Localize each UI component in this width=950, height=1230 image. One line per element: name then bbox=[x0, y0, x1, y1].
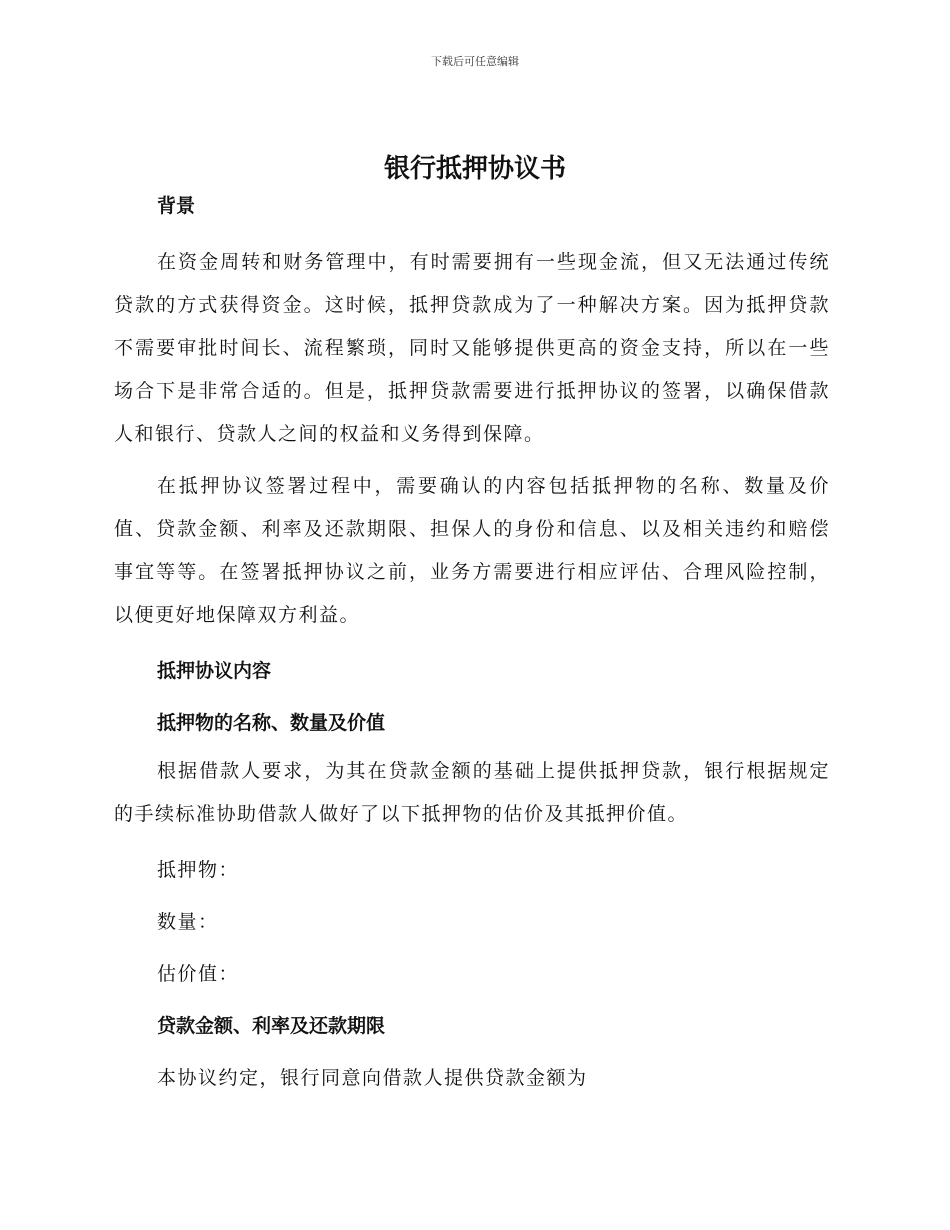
document-title: 银行抵押协议书 bbox=[383, 154, 566, 184]
section-heading-agreement-content: 抵押协议内容 bbox=[157, 660, 272, 682]
section-heading-collateral: 抵押物的名称、数量及价值 bbox=[157, 712, 386, 734]
paragraph-loan: 本协议约定，银行同意向借款人提供贷款金额为 bbox=[157, 1067, 588, 1089]
paragraph-collateral: 根据借款人要求，为其在贷款金额的基础上提供抵押贷款，银行根据规定的手续标准协助借款人做好了以下抵押物的估价及其抵押价值。 bbox=[114, 760, 830, 825]
section-heading-loan: 贷款金额、利率及还款期限 bbox=[157, 1015, 386, 1037]
field-quantity-label: 数量： bbox=[157, 911, 219, 933]
paragraph-background-1: 在资金周转和财务管理中，有时需要拥有一些现金流，但又无法通过传统贷款的方式获得资金。这时候，抵押贷款成为了一种解决方案。因为抵押贷款不需要审批时间长、流程繁琐，同时又能够提供更高的资金支持，所以在一些场合下是非常合适的。但是，抵押贷款需要进行抵押协议的签署，以确保借款人和银行、贷款人之间的权益和义务得到保障。 bbox=[114, 251, 830, 445]
field-collateral-label: 抵押物： bbox=[157, 859, 240, 881]
field-value-label: 估价值： bbox=[157, 963, 240, 985]
paragraph-background-2: 在抵押协议签署过程中，需要确认的内容包括抵押物的名称、数量及价值、贷款金额、利率及还款期限、担保人的身份和信息、以及相关违约和赔偿事宜等等。在签署抵押协议之前，业务方需要进行相应评估、合理风险控制，以便更好地保障双方利益。 bbox=[114, 475, 830, 626]
section-heading-background: 背景 bbox=[157, 195, 196, 217]
page-header-note: 下载后可任意编辑 bbox=[431, 55, 519, 68]
document-body bbox=[114, 188, 830, 1096]
